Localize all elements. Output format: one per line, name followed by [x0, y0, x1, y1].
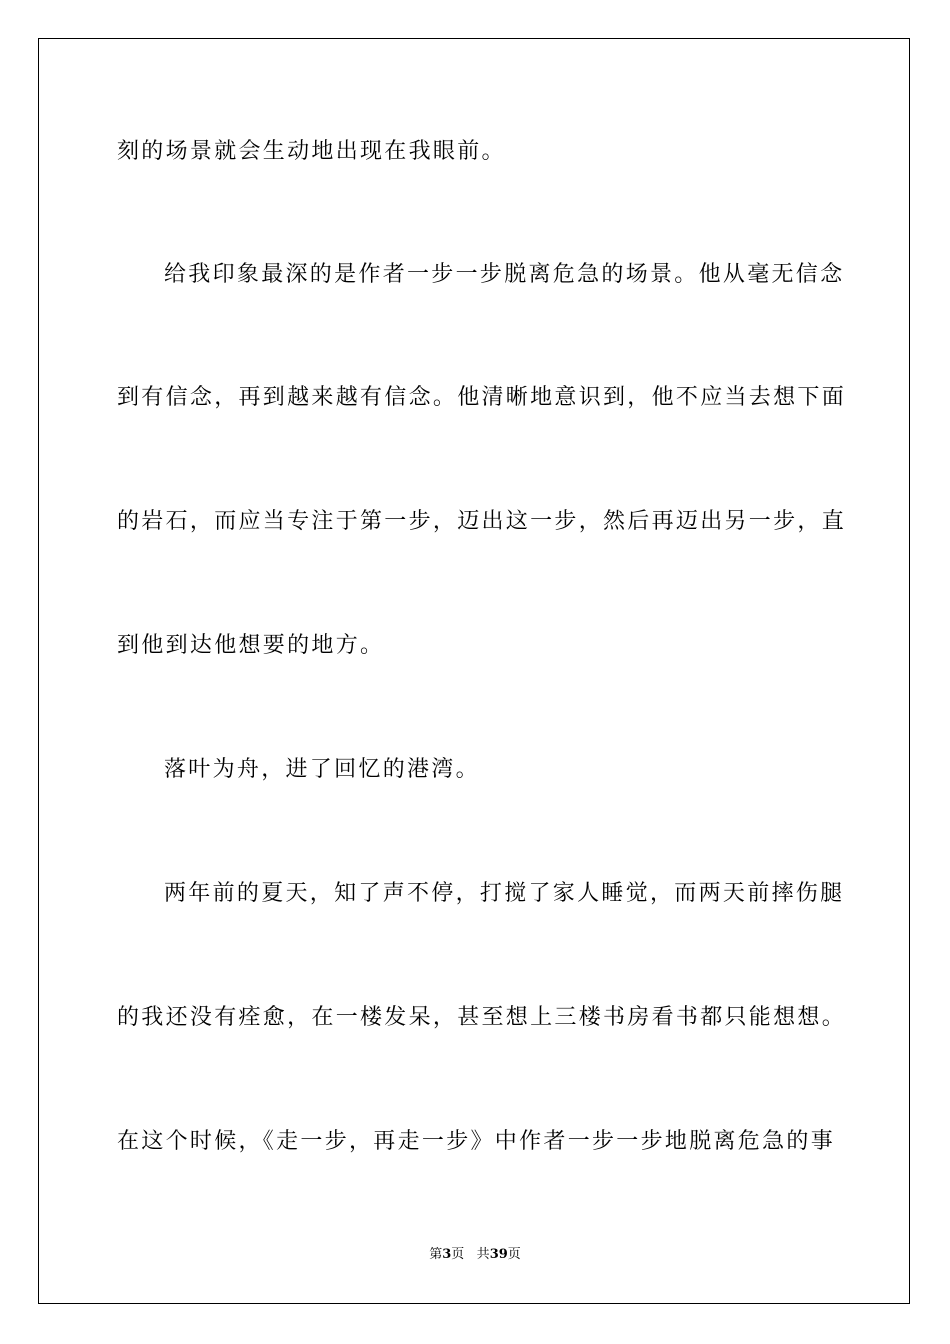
text-line-paragraph-start: 落叶为舟，进了回忆的港湾。: [164, 757, 480, 782]
text-line: 刻的场景就会生动地出现在我眼前。: [117, 139, 506, 164]
footer-total-prefix: 共: [476, 1247, 490, 1262]
text-line-paragraph-start: 给我印象最深的是作者一步一步脱离危急的场景。他从毫无信念: [164, 262, 845, 287]
text-line: 到有信念，再到越来越有信念。他清晰地意识到，他不应当去想下面: [117, 385, 847, 410]
footer-total-suffix: 页: [507, 1247, 521, 1262]
text-line-paragraph-start: 两年前的夏天，知了声不停，打搅了家人睡觉，而两天前摔伤腿: [164, 881, 845, 906]
text-line: 的我还没有痊愈，在一楼发呆，甚至想上三楼书房看书都只能想想。: [117, 1005, 847, 1030]
footer-page-number: 3: [442, 1247, 452, 1262]
text-line: 的岩石，而应当专注于第一步，迈出这一步，然后再迈出另一步，直: [117, 509, 847, 534]
footer-page-suffix: 页: [451, 1247, 465, 1262]
page-footer: [0, 1246, 950, 1264]
footer-page-prefix: 第: [429, 1247, 443, 1262]
text-line: 在这个时候，《走一步，再走一步》中作者一步一步地脱离危急的事: [117, 1129, 836, 1154]
text-line: 到他到达他想要的地方。: [117, 633, 385, 658]
page-border: [38, 38, 910, 1304]
footer-total-pages: 39: [489, 1247, 508, 1262]
